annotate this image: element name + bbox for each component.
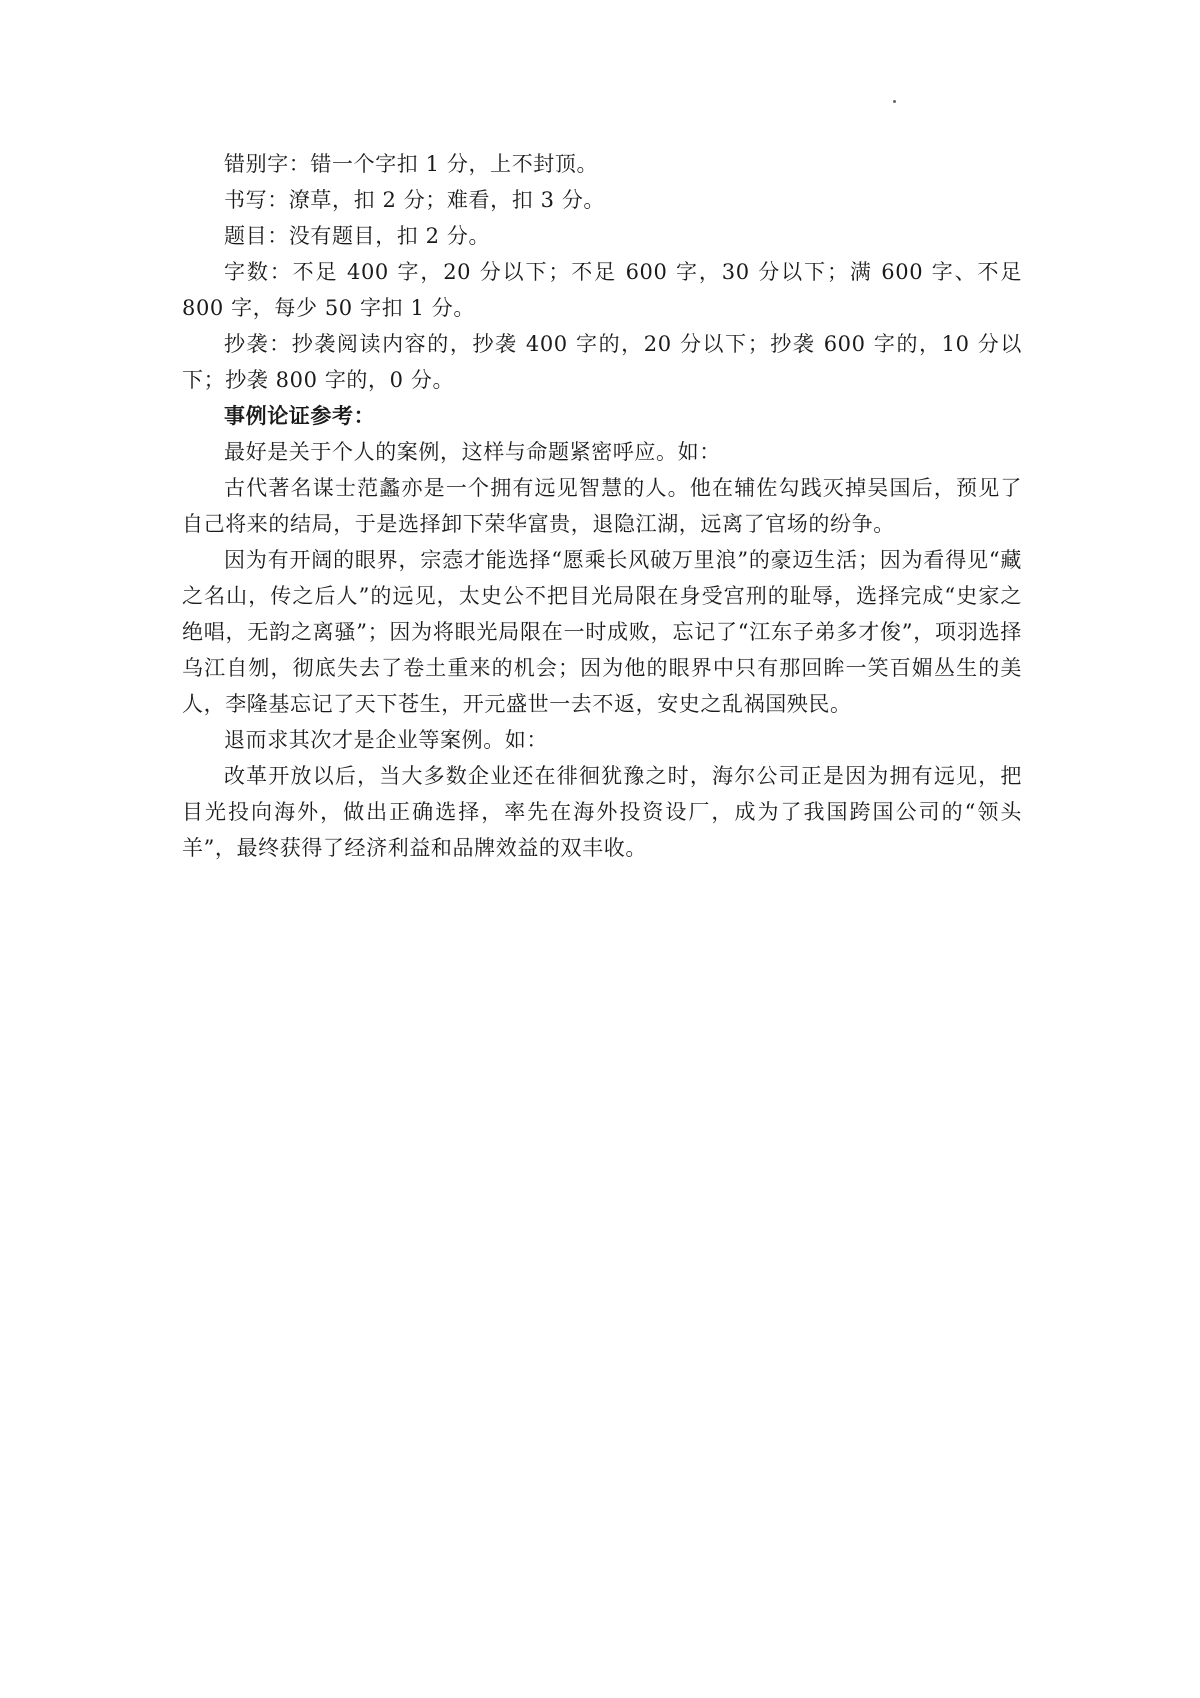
paragraph-historical-examples: 因为有开阔的眼界，宗悫才能选择“愿乘长风破万里浪”的豪迈生活；因为看得见“藏之名山，传之后人”的远见，太史公不把目光局限在身受宫刑的耻辱，选择完成“史家之绝唱，无韵之离骚”；因为将眼光局限在一时成败，忘记了“江东子弟多才俊”，项羽选择乌江自刎，彻底失去了卷土重来的机会；因为他的眼界中只有那回眸一笑百媚丛生的美人，李隆基忘记了天下苍生，开元盛世一去不返，安史之乱祸国殃民。: [182, 548, 1022, 716]
paragraph-enterprise-cases: 退而求其次才是企业等案例。如：: [224, 728, 548, 752]
paragraph-plagiarism: 抄袭：抄袭阅读内容的，抄袭 400 字的，20 分以下；抄袭 600 字的，10 分以下；抄袭 800 字的，0 分。: [182, 332, 1022, 392]
paragraph-handwriting: 书写：潦草，扣 2 分；难看，扣 3 分。: [224, 188, 606, 212]
paragraph-typos: 错别字：错一个字扣 1 分，上不封顶。: [224, 152, 599, 176]
paragraph-title: 题目：没有题目，扣 2 分。: [224, 224, 491, 248]
paragraph-word-count: 字数：不足 400 字，20 分以下；不足 600 字，30 分以下；满 600 字、不足 800 字，每少 50 字扣 1 分。: [182, 260, 1022, 320]
paragraph-personal-cases: 最好是关于个人的案例，这样与命题紧密呼应。如：: [224, 440, 721, 464]
paragraph-fan-li: 古代著名谋士范蠡亦是一个拥有远见智慧的人。他在辅佐勾践灭掉吴国后，预见了自己将来的结局，于是选择卸下荣华富贵，退隐江湖，远离了官场的纷争。: [182, 476, 1022, 536]
header-dot-mark: [893, 100, 896, 103]
paragraph-haier: 改革开放以后，当大多数企业还在徘徊犹豫之时，海尔公司正是因为拥有远见，把目光投向海外，做出正确选择，率先在海外投资设厂，成为了我国跨国公司的“领头羊”，最终获得了经济利益和品牌效益的双丰收。: [182, 764, 1022, 860]
document-body: [182, 146, 1022, 866]
section-heading-examples: 事例论证参考：: [224, 403, 376, 428]
